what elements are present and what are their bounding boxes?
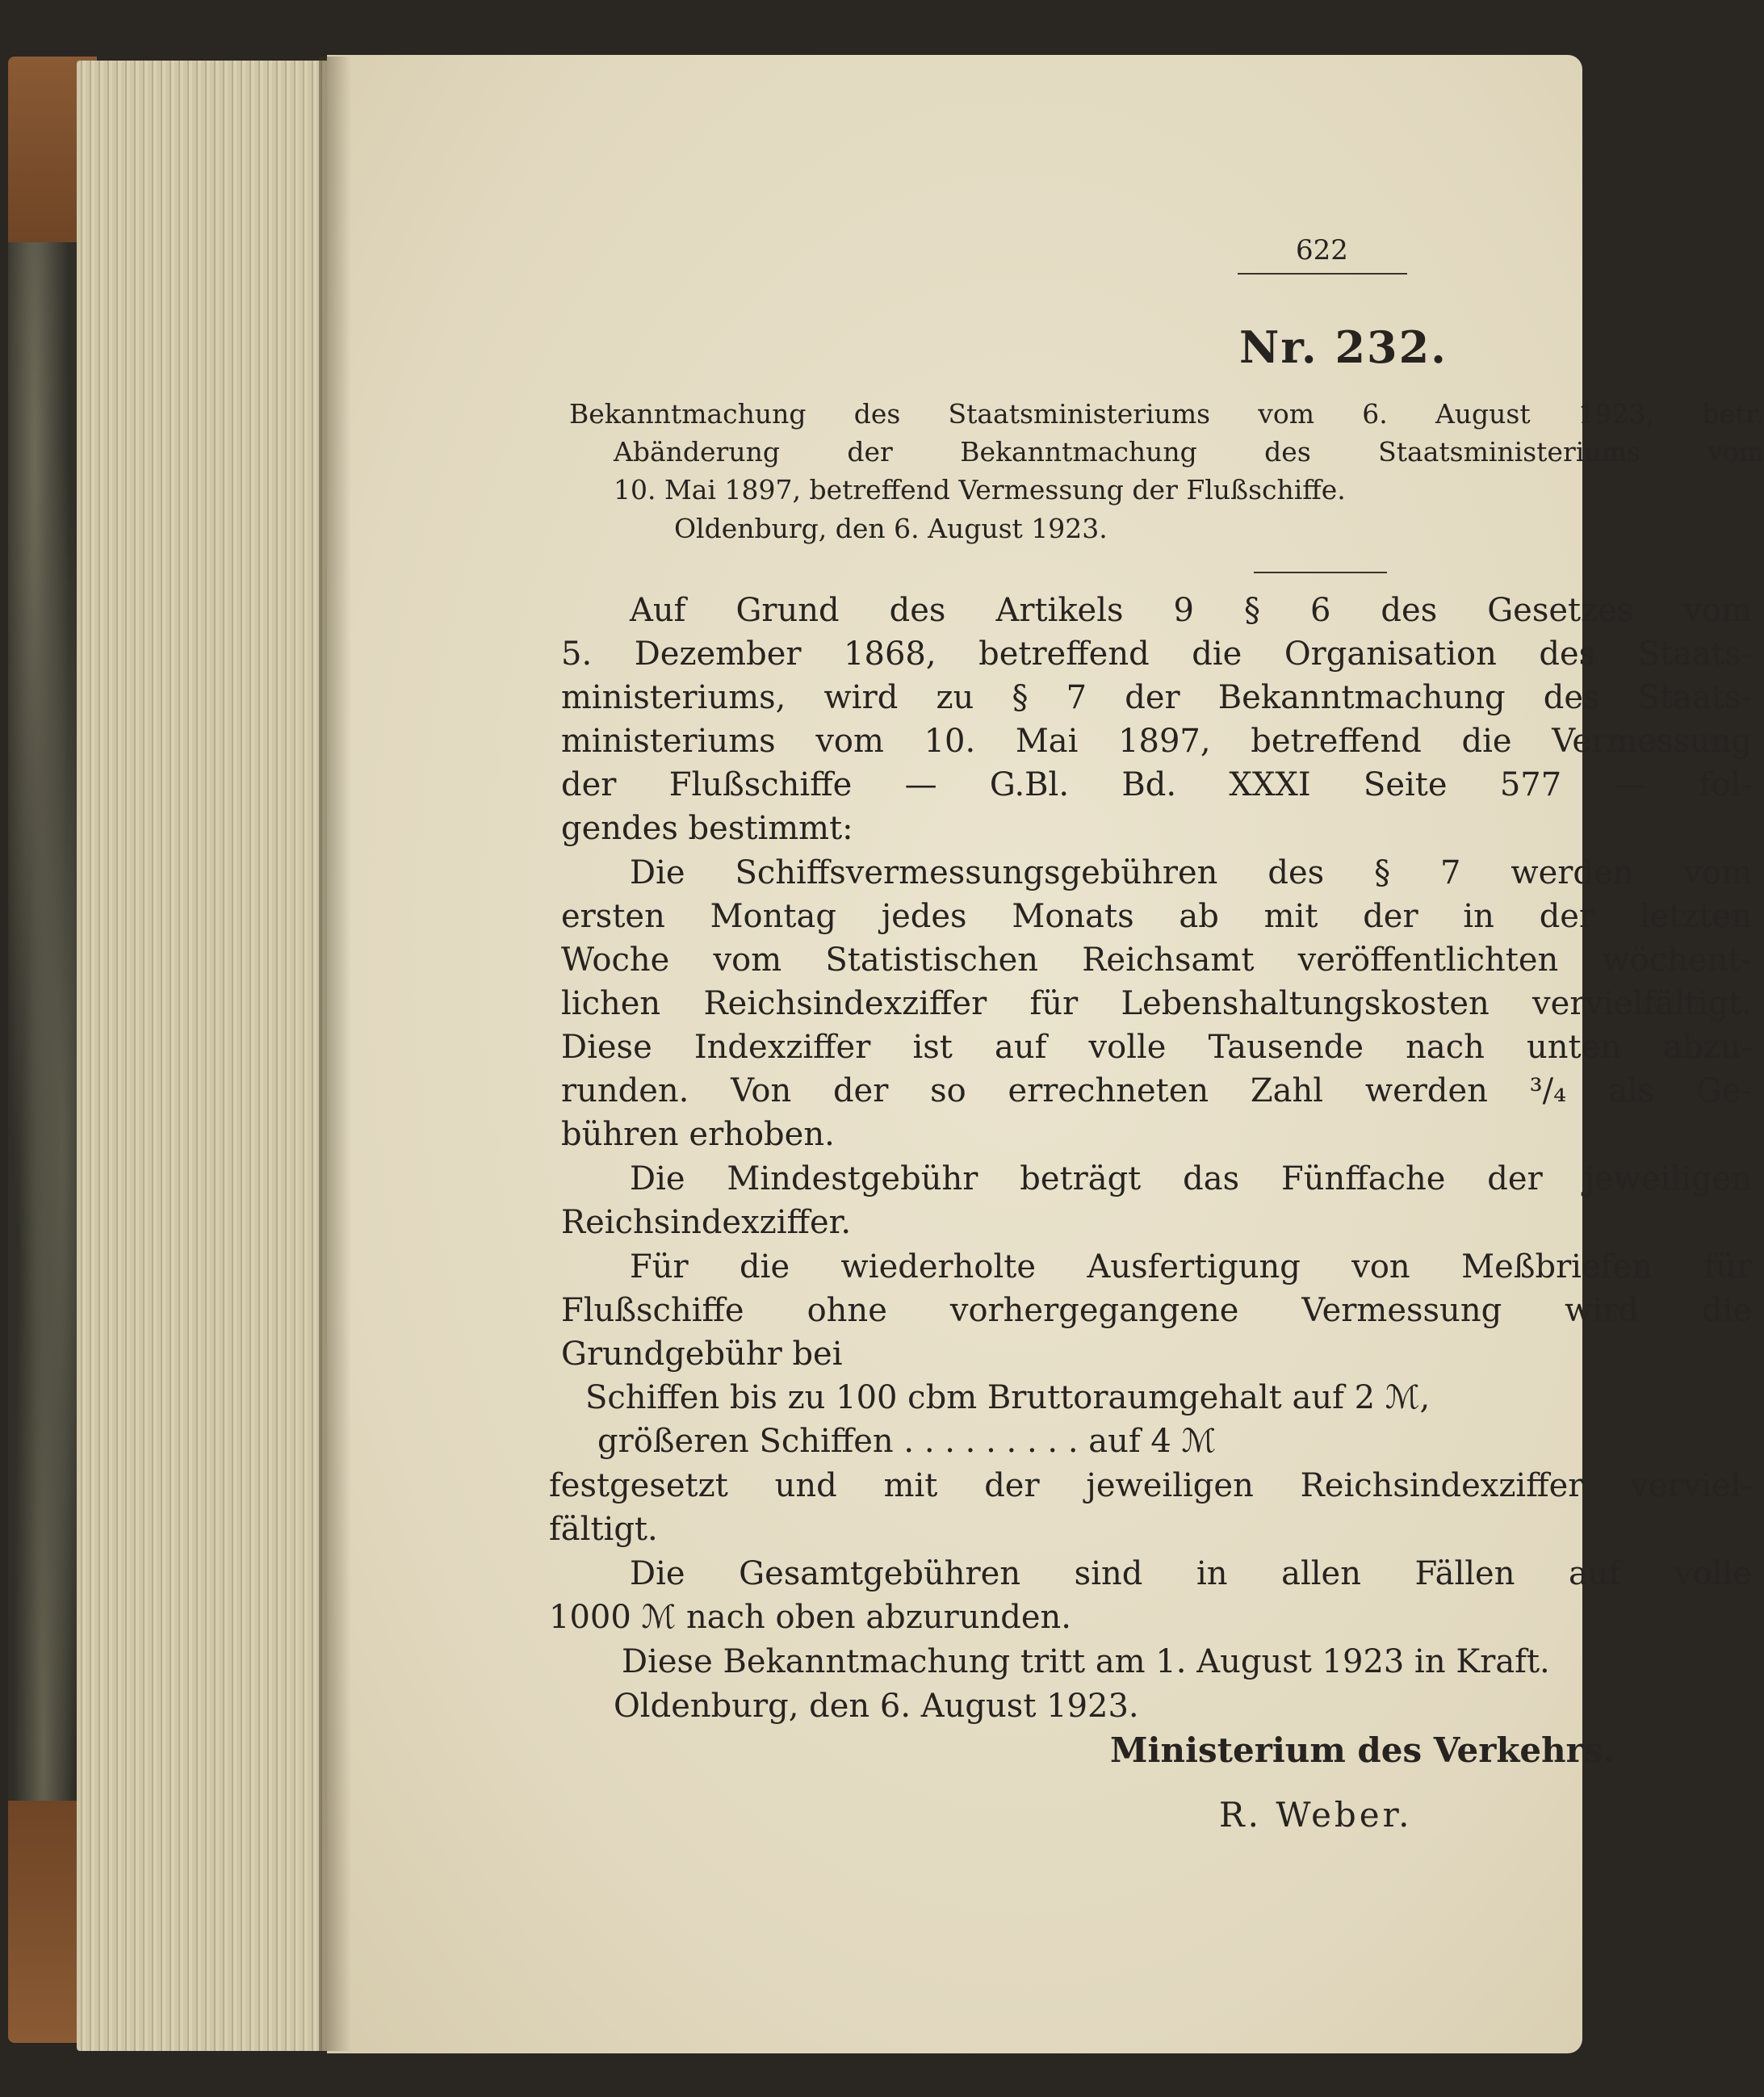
gutter-shadow — [319, 57, 351, 2051]
body-line: Flußschiffe ohne vorhergegangene Vermessung wird die — [561, 1292, 1752, 1329]
body-line-fee-small: Schiffen bis zu 100 cbm Bruttoraumgehalt auf 2 ℳ, — [585, 1379, 1431, 1416]
body-line-effective: Diese Bekanntmachung tritt am 1. August 1923 in Kraft. — [622, 1643, 1550, 1680]
body-line: 1000 ℳ nach oben abzurunden. — [549, 1599, 1072, 1636]
body-line: der Flußschiffe — G.Bl. Bd. XXXI Seite 577 — fol- — [561, 766, 1752, 803]
body-line: 5. Dezember 1868, betreffend die Organisation des Staats- — [561, 635, 1752, 673]
body-line: Die Schiffsvermessungsgebühren des § 7 werden vom — [630, 854, 1752, 891]
body-line-fee-large: größeren Schiffen . . . . . . . . . auf 4 ℳ — [597, 1423, 1217, 1460]
body-line: ministeriums, wird zu § 7 der Bekanntmachung des Staats- — [561, 679, 1752, 716]
page-number-rule — [1238, 273, 1407, 275]
book-page — [327, 55, 1764, 2053]
document-number: Nr. 232. — [1239, 321, 1448, 373]
body-line: Woche vom Statistischen Reichsamt veröffentlichten wöchent- — [561, 942, 1752, 979]
page-edges — [77, 61, 335, 2051]
heading-line-3: 10. Mai 1897, betreffend Vermessung der Flußschiffe. — [614, 474, 1346, 505]
body-line: gendes bestimmt: — [561, 810, 853, 847]
body-line: ministeriums vom 10. Mai 1897, betreffend die Vermessung — [561, 723, 1752, 760]
signature-authority: Ministerium des Verkehrs. — [1110, 1730, 1615, 1770]
body-line: bühren erhoben. — [561, 1116, 835, 1153]
closing-date: Oldenburg, den 6. August 1923. — [614, 1688, 1139, 1725]
body-line: festgesetzt und mit der jeweiligen Reichsindexziffer verviel- — [549, 1467, 1752, 1504]
body-line: Die Mindestgebühr beträgt das Fünffache der jeweiligen — [630, 1160, 1752, 1197]
page-number: 622 — [1296, 234, 1348, 266]
body-line: Die Gesamtgebühren sind in allen Fällen auf volle — [630, 1555, 1752, 1592]
body-line: fältigt. — [549, 1511, 658, 1548]
heading-date: Oldenburg, den 6. August 1923. — [674, 513, 1108, 544]
signature-name: R. Weber. — [1219, 1795, 1413, 1835]
heading-rule — [1254, 572, 1387, 573]
body-line: Diese Indexziffer ist auf volle Tausende nach unten abzu- — [561, 1029, 1752, 1066]
heading-line-1: Bekanntmachung des Staatsministeriums vom 6. August 1923, betr. — [569, 398, 1764, 430]
body-line: ersten Montag jedes Monats ab mit der in der letzten — [561, 898, 1752, 935]
body-line: lichen Reichsindexziffer für Lebenshaltungskosten vervielfältigt. — [561, 985, 1752, 1022]
body-line: Für die wiederholte Ausfertigung von Meßbriefen für — [630, 1248, 1752, 1285]
heading-line-2: Abänderung der Bekanntmachung des Staatsministeriums vom — [614, 436, 1764, 468]
body-line: Reichsindexziffer. — [561, 1204, 852, 1241]
body-line: runden. Von der so errechneten Zahl werden ³/₄ als Ge- — [561, 1072, 1752, 1109]
body-line: Grundgebühr bei — [561, 1336, 843, 1373]
body-line: Auf Grund des Artikels 9 § 6 des Gesetzes vom — [630, 592, 1752, 629]
